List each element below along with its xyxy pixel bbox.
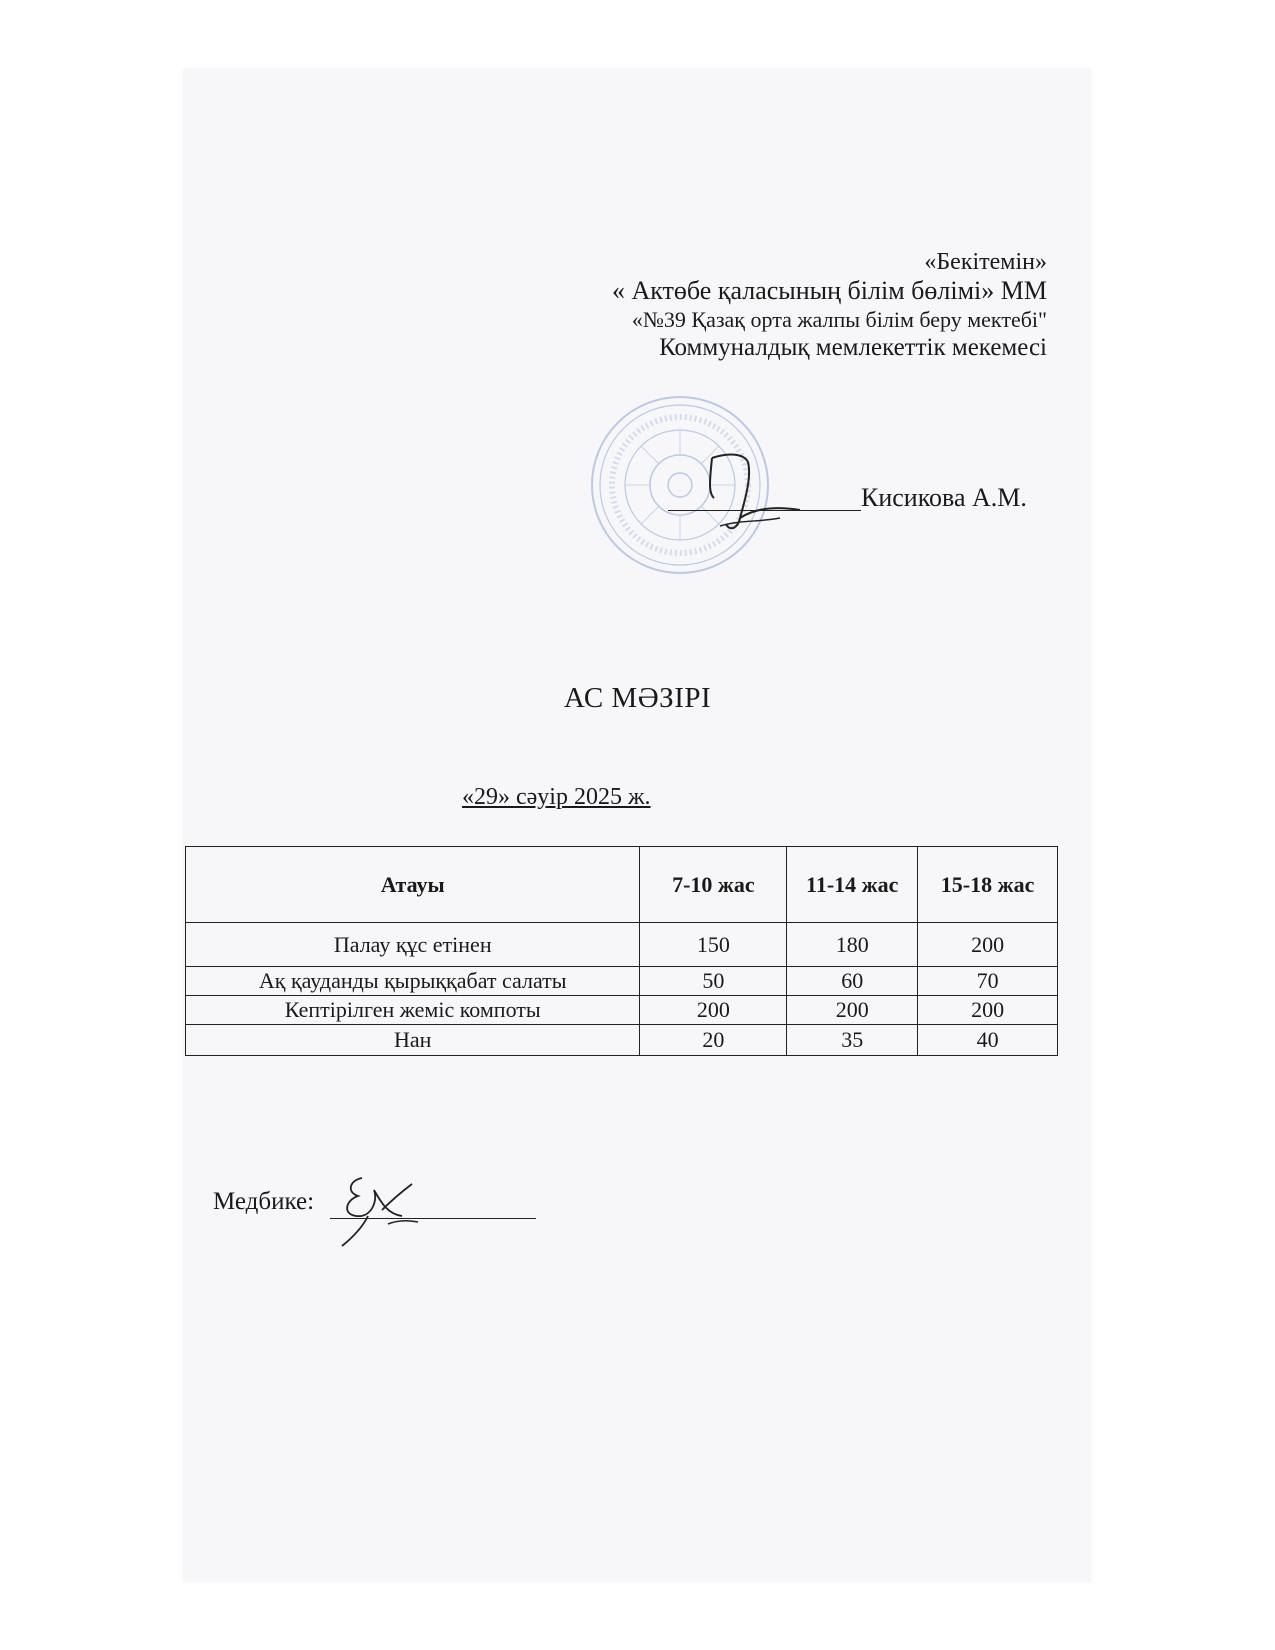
cell-dish: Палау құс етінен [186,923,640,967]
cell-dish: Нан [186,1025,640,1056]
header-age-7-10: 7-10 жас [640,847,787,923]
cell-dish: Кептірілген жеміс компоты [186,996,640,1025]
cell-value: 150 [640,923,787,967]
table-row [186,996,1058,1025]
approval-department: « Актөбе қаласының білім бөлімі» ММ [611,276,1047,306]
cell-value: 180 [787,923,918,967]
cell-dish: Ақ қауданды қырыққабат салаты [186,967,640,996]
director-signature-line [668,510,861,511]
cell-value: 60 [787,967,918,996]
approval-school: «№39 Қазақ орта жалпы білім беру мектебі" [631,306,1047,332]
document-date: «29» сәуір 2025 ж. [462,784,651,810]
nurse-label: Медбике: [213,1188,315,1215]
cell-value: 200 [787,996,918,1025]
nurse-signature [332,1170,422,1250]
table-header-row [186,847,1058,923]
cell-value: 20 [640,1025,787,1056]
cell-value: 70 [918,967,1058,996]
approval-institution-type: Коммуналдық мемлекеттік мекемесі [659,333,1047,361]
cell-value: 35 [787,1025,918,1056]
approval-block [612,248,1047,362]
cell-value: 200 [918,923,1058,967]
menu-table [185,846,1058,1056]
director-signature [700,448,810,538]
header-age-11-14: 11-14 жас [787,847,918,923]
table-row [186,967,1058,996]
table-row [186,1025,1058,1056]
document-title: АС МӘЗІРІ [563,682,712,714]
cell-value: 40 [918,1025,1058,1056]
cell-value: 200 [918,996,1058,1025]
header-name: Атауы [186,847,640,923]
cell-value: 50 [640,967,787,996]
cell-value: 200 [640,996,787,1025]
approval-heading: «Бекітемін» [924,249,1047,275]
nurse-signature-line [330,1218,536,1219]
table-row [186,923,1058,967]
director-name: Кисикова А.М. [861,483,1027,512]
header-age-15-18: 15-18 жас [918,847,1058,923]
